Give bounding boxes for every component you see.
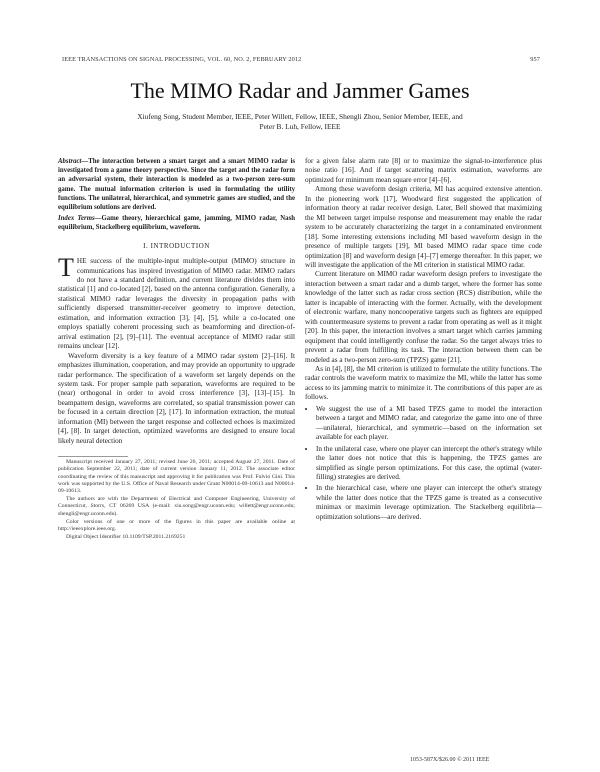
right-paragraph-0: for a given false alarm rate [8] or to maximize the signal-to-interference plus noise ratio [16]. And if target scattering matrix estimation, waveforms are optimized for minimum mean square error [4]–[6].: [305, 157, 542, 184]
author-line-2: Peter B. Luh, Fellow, IEEE: [259, 122, 341, 131]
journal-header: IEEE TRANSACTIONS ON SIGNAL PROCESSING, VOL. 60, NO. 2, FEBRUARY 2012: [62, 56, 302, 63]
author-line-1: Xiufeng Song, Student Member, IEEE, Peter Willett, Fellow, IEEE, Shengli Zhou, Senior Member, IEEE, and: [137, 112, 463, 121]
copyright-footer: 1053-587X/$26.00 © 2011 IEEE: [410, 757, 490, 763]
list-item: • In the hierarchical case, where one player can intercept the other's strategy while the latter does notice that the TPZS game is treated as a consecutive minimax or maximin leverage optimization. The Stackelberg equilibria—optimization solutions—are derived.: [316, 484, 542, 522]
contributions-list: [305, 405, 542, 522]
footnote-color: Color versions of one or more of the figures in this paper are available online at http://ieeexplore.ieee.org.: [58, 518, 295, 532]
right-paragraph-1: Among these waveform design criteria, MI has acquired extensive attention. In the pioneering work [17], Woodward first suggested the application of information theory at radar receiver design. Later, Bell showed that maximizing the MI between target impulse response and measurement may enable the radar system to be accurately characterizing the target in a contaminated environment [18]. Some interesting extensions including MI based waveform design in the presence of multiple targets [19], MI based MIMO radar space time code optimization [8] and waveform design [4]–[7] emerge thereafter. In this paper, we will investigate the application of the MI criterion in statistical MIMO radar.: [305, 185, 542, 269]
abstract: [58, 157, 295, 212]
abstract-lead: Abstract—: [58, 158, 89, 165]
footnotes: [58, 459, 295, 541]
list-item: • We suggest the use of a MI based TPZS game to model the interaction between a target and MIMO radar, and categorize the game into one of three—unilateral, hierarchical, and symmetric—based on the information set available for each player.: [316, 405, 542, 443]
paper-title: The MIMO Radar and Jammer Games: [130, 78, 470, 103]
index-terms: [58, 214, 295, 232]
right-paragraph-3: As in [4], [8], the MI criterion is utilized to formulate the utility functions. The radar controls the waveform matrix to maximize the MI, while the latter has some access to its jamming matrix to minimize it. The contributions of this paper are as follows.: [305, 364, 542, 402]
abstract-text: The interaction between a smart target and a smart MIMO radar is investigated from a game theory perspective. Since the target and the radar form an adversarial system, their interaction is modeled as a two-person zero-sum game. The mutual information criterion is used in formulating the utility functions. The unilateral, hierarchical, and symmetric games are studied, and the equilibrium solutions are derived.: [58, 158, 295, 212]
right-column: [305, 157, 542, 524]
footnote-doi: Digital Object Identifier 10.1109/TSP.2011.2169251: [66, 534, 186, 541]
intro-paragraph-1-text: HE success of the multiple-input multiple-output (MIMO) structure in communications has inspired investigation of MIMO radar. MIMO radars do not have a standard definition, and current literature divides them into statistical [1] and co-located [2], based on the antenna configuration. Generally, a statistical MIMO radar leverages the diversity in propagation paths with sufficiently dispersed transmitter-receiver geometry to improve detection, estimation, and information extraction [3], [4], [5], while a co-located one employs spatially coherent processing such as beamforming and direction-of-arrival estimation [2], [9]–[11]. The eventual acceptance of MIMO radar still remains unclear [12].: [58, 257, 295, 351]
drop-cap: T: [58, 253, 74, 283]
footnote-manuscript: Manuscript received January 27, 2011; revised June 26, 2011; accepted August 27, 2011. Date of publication September 22, 2011; date of current version January 11, 2012. The associate editor coordinating the review of this manuscript and approving it for publication was Prof. Fulvio Gini. This work was supported by the U.S. Office of Naval Research under Grant N00014-09-10613 and N00014-09-10613.: [58, 459, 295, 494]
footnote-affiliation: The authors are with the Department of Electrical and Computer Engineering, University of Connecticut, Storrs, CT 06269 USA (e-mail: xiu.song@engr.uconn.edu; willett@engr.uconn.edu; shengli@engr.uconn.edu).: [58, 496, 295, 517]
section-heading-introduction: I. INTRODUCTION: [143, 242, 210, 250]
index-terms-text: Game theory, hierarchical game, jamming, MIMO radar, Nash equilibrium, Stackelberg equilibrium, waveform.: [58, 215, 296, 232]
intro-paragraph-1: [58, 253, 295, 352]
running-head: [62, 56, 540, 68]
list-item: • In the unilateral case, where one player can intercept the other's strategy while the latter does not notice that this is happening, the TPZS games are simplified as single person optimizations. For this case, the optimal (water-filling) strategies are derived.: [316, 445, 542, 483]
page-number: 957: [530, 56, 540, 63]
right-paragraph-2: Current literature on MIMO radar waveform design prefers to investigate the interaction between a smart radar and a dumb target, where the former has some knowledge of the latter such as radar cross section (RCS) distribution, while the latter is incapable of interacting with the former. Actually, with the development of electronic warfare, many noncooperative targets such as fighters are equipped with countermeasure systems to prevent a radar from operating as well as it might [20]. In this paper, the interaction involves a smart target which carries jamming equipment that could intelligently confuse the radar. So the target always tries to prevent a radar from fulfilling its task. The interaction between them can be modeled as a two-person zero-sum (TPZS) game [21].: [305, 270, 542, 364]
author-list: [90, 112, 510, 132]
footnote-rule: [58, 456, 128, 457]
intro-paragraph-2: Waveform diversity is a key feature of a MIMO radar system [2]–[16]. It emphasizes illumination, cooperation, and may provide an opportunity to upgrade radar performance. The specification of a waveform set largely depends on the system task. For proper sample path separation, waveforms are required to be (near) orthogonal in order to avoid cross interference [3], [13]–[15]. In beampattern design, waveforms are correlated, so spatial transmission power can be focused in a certain direction [2], [17]. In information extraction, the mutual information (MI) between the target response and collected echoes is maximized [4], [8]. In target detection, optimized waveforms are designed to ensure local likely neural detection: [58, 351, 295, 445]
index-terms-lead: Index Terms—: [58, 215, 102, 223]
left-column: [58, 157, 295, 542]
